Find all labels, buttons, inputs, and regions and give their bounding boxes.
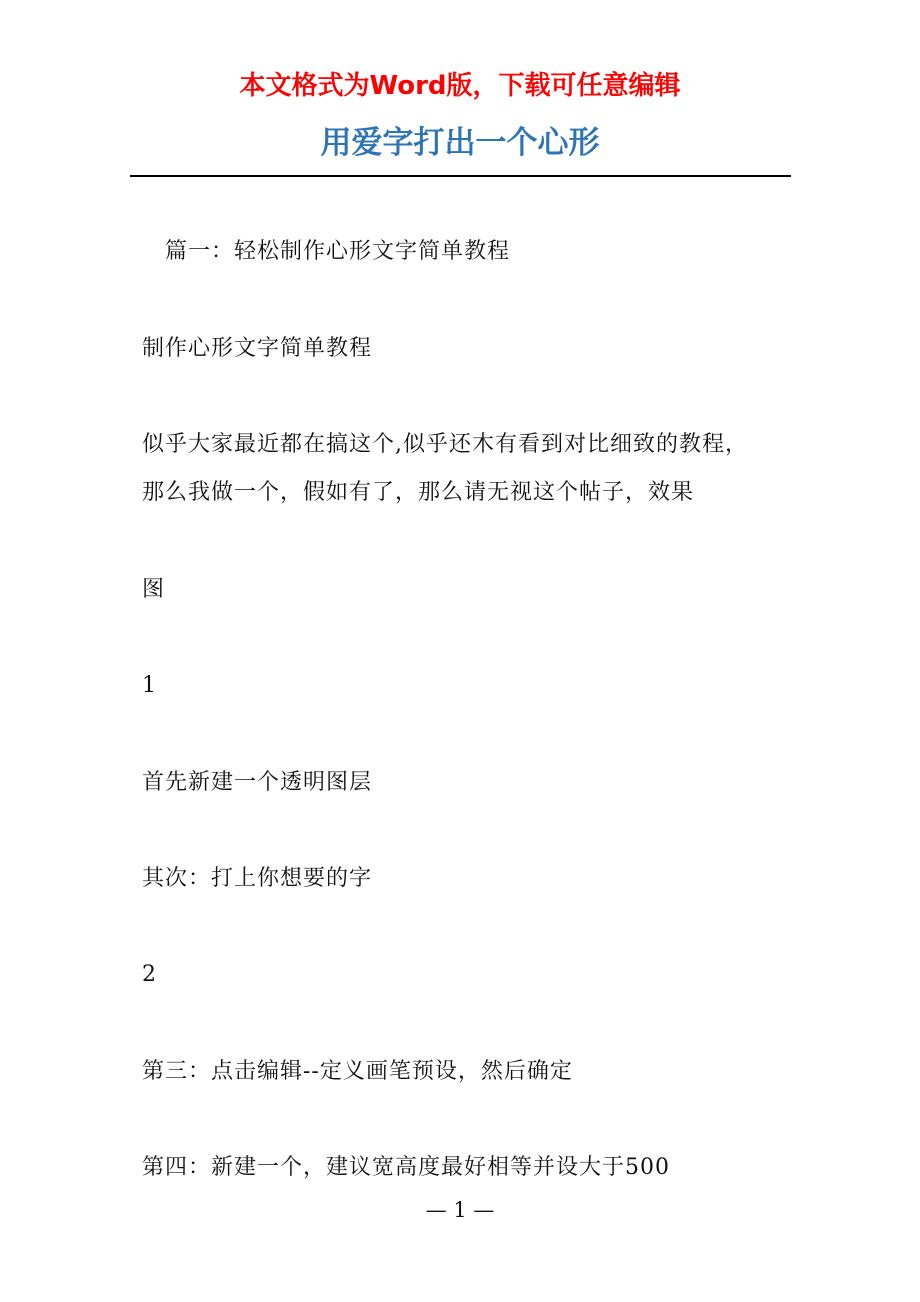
section-heading: 篇一：轻松制作心形文字简单教程 — [165, 239, 511, 264]
paragraph-figure-label: 图 — [142, 577, 166, 602]
paragraph-step-new-layer: 首先新建一个透明图层 — [142, 770, 373, 795]
paragraph-step-type-text: 其次：打上你想要的字 — [142, 866, 373, 891]
paragraph-number-1: 1 — [142, 673, 157, 698]
page-number: — 1 — — [425, 1198, 495, 1222]
document-title: 用爱字打出一个心形 — [320, 125, 600, 161]
title-divider — [130, 175, 791, 177]
format-notice-banner: 本文格式为Word版，下载可任意编辑 — [239, 71, 681, 101]
paragraph-step-define-brush: 第三：点击编辑--定义画笔预设，然后确定 — [142, 1059, 573, 1084]
paragraph-intro-line1: 似乎大家最近都在搞这个,似乎还木有看到对比细致的教程， — [142, 432, 748, 457]
paragraph-intro-line2: 那么我做一个，假如有了，那么请无视这个帖子，效果 — [142, 480, 695, 505]
paragraph-step-new-document: 第四：新建一个，建议宽高度最好相等并设大于500 — [142, 1155, 670, 1180]
paragraph-number-2: 2 — [142, 962, 157, 987]
paragraph-subtitle: 制作心形文字简单教程 — [142, 336, 373, 361]
